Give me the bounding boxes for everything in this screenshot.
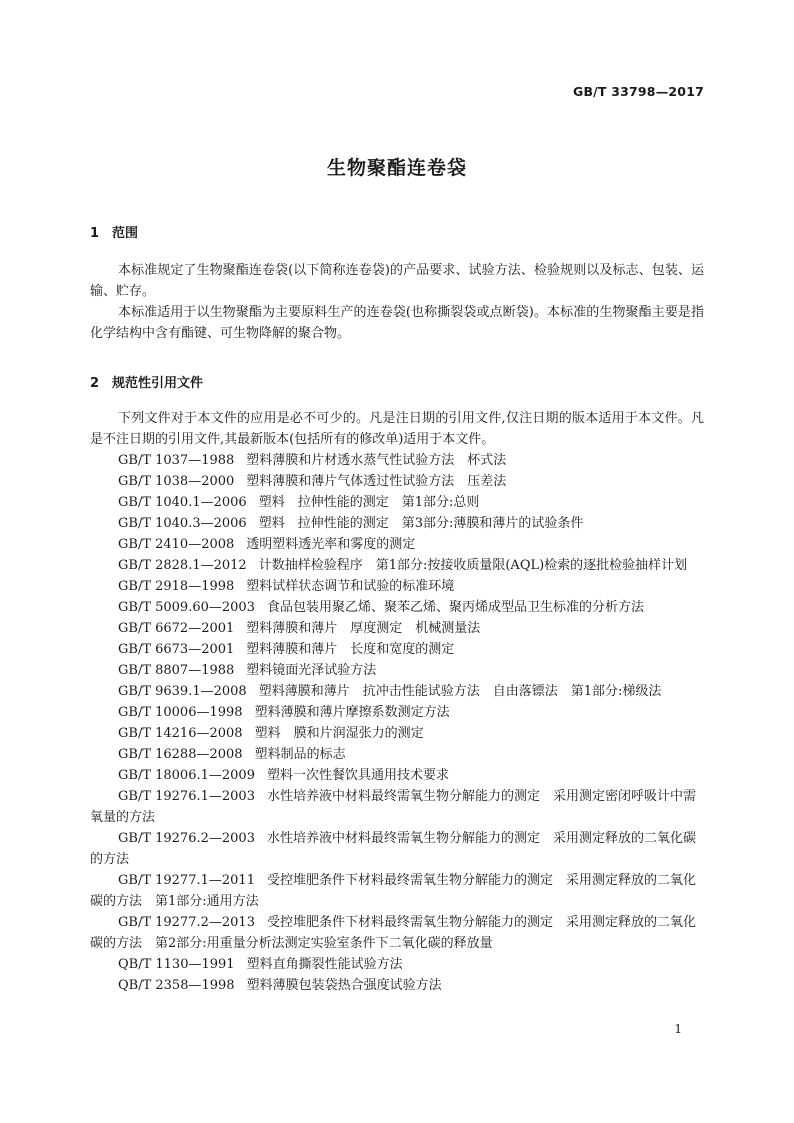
reference-code: GB/T 8807—1988 <box>118 663 235 678</box>
reference-title: 塑料 膜和片润湿张力的测定 <box>254 726 424 741</box>
reference-code: GB/T 9639.1—2008 <box>118 684 247 699</box>
reference-item <box>90 576 704 597</box>
reference-title: 水性培养液中材料最终需氧生物分解能力的测定 采用测定密闭呼吸计中需氧量的方法 <box>90 789 696 825</box>
reference-title: 塑料 拉伸性能的测定 第1部分:总则 <box>258 495 480 510</box>
reference-code: GB/T 19277.2—2013 <box>118 915 255 930</box>
reference-title: 塑料薄膜和薄片 厚度测定 机械测量法 <box>246 621 481 636</box>
reference-code: GB/T 16288—2008 <box>118 747 243 762</box>
standard-number: GB/T 33798—2017 <box>572 84 704 99</box>
reference-title: 受控堆肥条件下材料最终需氧生物分解能力的测定 采用测定释放的二氧化碳的方法 第2部分:用重量分析法测定实验室条件下二氧化碳的释放量 <box>90 915 696 951</box>
reference-item <box>90 786 704 828</box>
reference-title: 塑料一次性餐饮具通用技术要求 <box>266 768 449 783</box>
page-number: 1 <box>674 1022 682 1036</box>
reference-item <box>90 681 704 702</box>
reference-code: GB/T 10006—1998 <box>118 705 243 720</box>
reference-code: GB/T 1038—2000 <box>118 474 235 489</box>
reference-item <box>90 618 704 639</box>
reference-code: GB/T 14216—2008 <box>118 726 243 741</box>
reference-item <box>90 660 704 681</box>
reference-code: GB/T 2828.1—2012 <box>118 558 247 573</box>
section-2-body <box>90 408 704 996</box>
reference-code: GB/T 6672—2001 <box>118 621 235 636</box>
reference-item <box>90 870 704 912</box>
reference-code: GB/T 2410—2008 <box>118 537 235 552</box>
section-1-number: 1 <box>90 226 100 241</box>
reference-title: 塑料薄膜和薄片 抗冲击性能试验方法 自由落镖法 第1部分:梯级法 <box>258 684 662 699</box>
section-2-title: 规范性引用文件 <box>112 376 204 391</box>
reference-list <box>90 450 704 996</box>
reference-title: 计数抽样检验程序 第1部分:按接收质量限(AQL)检索的逐批检验抽样计划 <box>258 558 688 573</box>
reference-code: GB/T 19277.1—2011 <box>118 873 255 888</box>
reference-item <box>90 639 704 660</box>
section-1-title: 范围 <box>112 226 139 241</box>
reference-title: 食品包装用聚乙烯、聚苯乙烯、聚丙烯成型品卫生标准的分析方法 <box>266 600 644 615</box>
reference-title: 塑料镜面光泽试验方法 <box>246 663 377 678</box>
reference-title: 塑料薄膜和薄片 长度和宽度的测定 <box>246 642 455 657</box>
reference-title: 塑料薄膜包装袋热合强度试验方法 <box>246 978 442 993</box>
reference-item <box>90 744 704 765</box>
reference-item <box>90 513 704 534</box>
reference-item <box>90 471 704 492</box>
reference-code: GB/T 1040.3—2006 <box>118 516 247 531</box>
reference-item <box>90 534 704 555</box>
section-2-number: 2 <box>90 376 100 391</box>
reference-title: 塑料薄膜和薄片气体透过性试验方法 压差法 <box>246 474 507 489</box>
section-1-body <box>90 260 704 344</box>
reference-item <box>90 765 704 786</box>
references-intro: 下列文件对于本文件的应用是必不可少的。凡是注日期的引用文件,仅注日期的版本适用于本文件。凡是不注日期的引用文件,其最新版本(包括所有的修改单)适用于本文件。 <box>90 411 704 447</box>
reference-item <box>90 723 704 744</box>
reference-title: 塑料薄膜和片材透水蒸气性试验方法 杯式法 <box>246 453 507 468</box>
reference-code: GB/T 6673—2001 <box>118 642 235 657</box>
reference-item <box>90 597 704 618</box>
reference-item <box>90 912 704 954</box>
reference-title: 塑料 拉伸性能的测定 第3部分:薄膜和薄片的试验条件 <box>258 516 584 531</box>
reference-code: GB/T 19276.2—2003 <box>118 831 255 846</box>
reference-code: GB/T 18006.1—2009 <box>118 768 255 783</box>
reference-code: GB/T 1037—1988 <box>118 453 235 468</box>
reference-code: GB/T 2918—1998 <box>118 579 235 594</box>
reference-title: 受控堆肥条件下材料最终需氧生物分解能力的测定 采用测定释放的二氧化碳的方法 第1部分:通用方法 <box>90 873 696 909</box>
reference-title: 塑料制品的标志 <box>254 747 346 762</box>
reference-item <box>90 555 704 576</box>
section-1-heading <box>90 222 138 241</box>
reference-code: QB/T 2358—1998 <box>118 978 235 993</box>
reference-item <box>90 702 704 723</box>
reference-title: 水性培养液中材料最终需氧生物分解能力的测定 采用测定释放的二氧化碳的方法 <box>90 831 696 867</box>
reference-code: GB/T 1040.1—2006 <box>118 495 247 510</box>
reference-title: 塑料薄膜和薄片摩擦系数测定方法 <box>254 705 450 720</box>
reference-title: 塑料直角撕裂性能试验方法 <box>246 957 403 972</box>
scope-paragraph-1: 本标准规定了生物聚酯连卷袋(以下简称连卷袋)的产品要求、试验方法、检验规则以及标志、包装、运输、贮存。 <box>90 263 704 299</box>
reference-item <box>90 954 704 975</box>
reference-item <box>90 975 704 996</box>
reference-code: QB/T 1130—1991 <box>118 957 235 972</box>
section-2-heading <box>90 372 203 391</box>
reference-item <box>90 828 704 870</box>
reference-title: 透明塑料透光率和雾度的测定 <box>246 537 416 552</box>
reference-title: 塑料试样状态调节和试验的标准环境 <box>246 579 455 594</box>
reference-item <box>90 492 704 513</box>
document-title: 生物聚酯连卷袋 <box>326 157 467 179</box>
reference-item <box>90 450 704 471</box>
reference-code: GB/T 5009.60—2003 <box>118 600 255 615</box>
scope-paragraph-2: 本标准适用于以生物聚酯为主要原料生产的连卷袋(也称撕裂袋或点断袋)。本标准的生物聚酯主要是指化学结构中含有酯键、可生物降解的聚合物。 <box>90 305 704 341</box>
reference-code: GB/T 19276.1—2003 <box>118 789 255 804</box>
